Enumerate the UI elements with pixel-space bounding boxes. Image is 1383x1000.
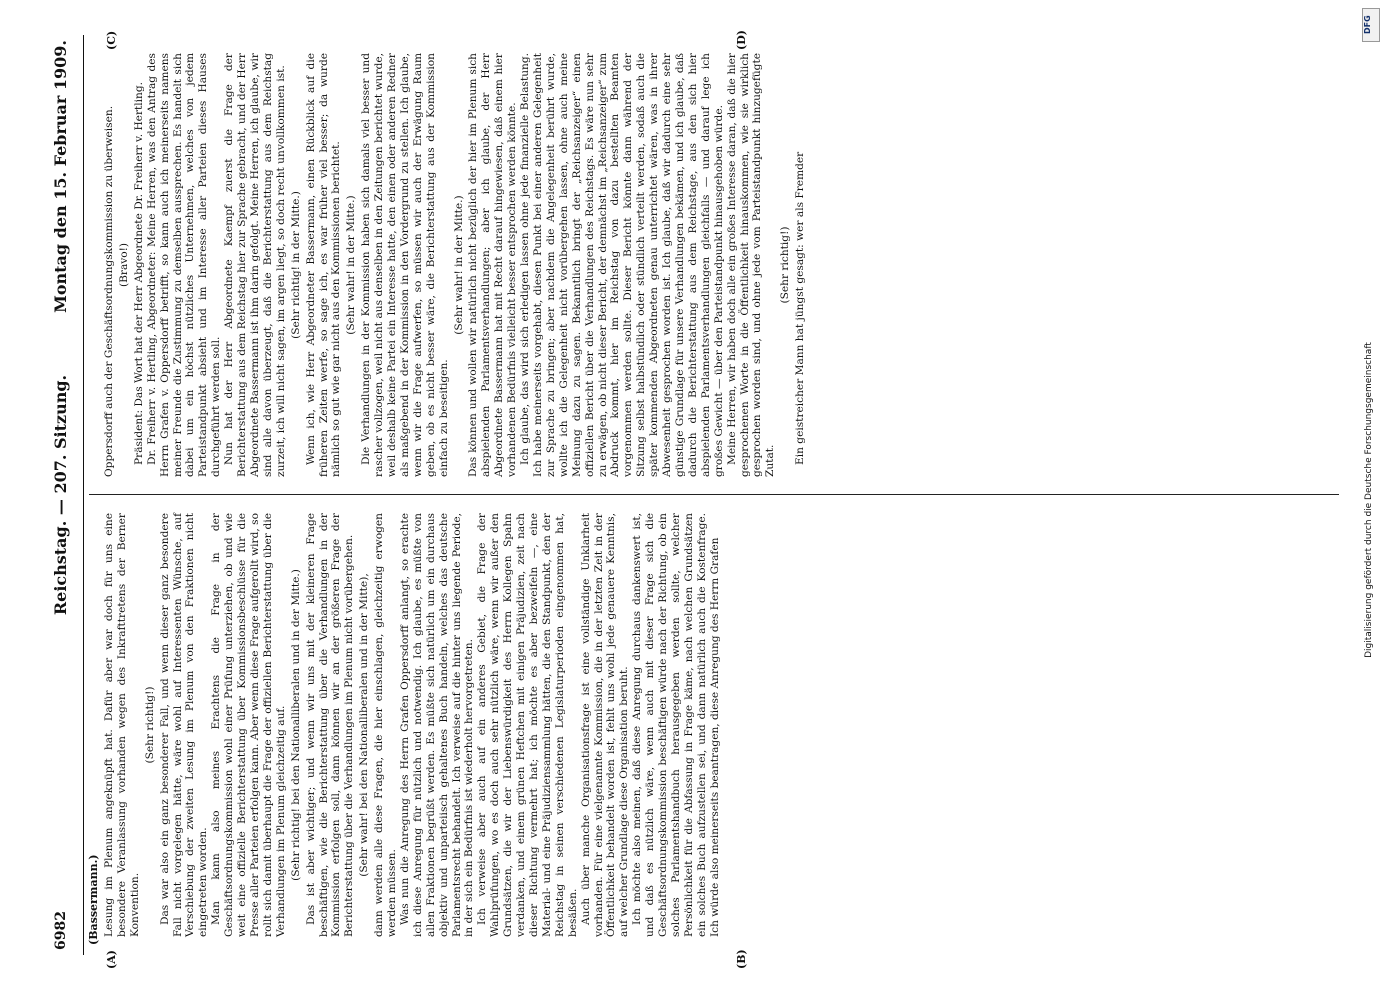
margin-mark-a: (A)	[105, 950, 118, 969]
page-date: Montag den 15. Februar 1909.	[51, 40, 70, 313]
paragraph: Ein geistreicher Mann hat jüngst gesagt: wer als Fremder	[794, 151, 807, 465]
interjection: (Sehr wahr! bei den Nationalliberalen und in der Mitte),	[358, 573, 371, 877]
interjection: (Bravo!)	[117, 242, 130, 288]
paragraph: Das können und wollen wir natürlich nicht bezüglich der hier im Plenum sich abspielenden Parlamentsverhandlungen; aber ich glaube, der Herr Abgeordnete Bassermann hat mit Recht darauf hingewiesen, daß einem hier vorhandenen Bedürfnis vielleicht besser entsprochen werden könnte.	[467, 53, 519, 477]
paragraph: Wenn ich, wie Herr Abgeordneter Bassermann, einen Rückblick auf die früheren Zeiten werfe, so sage ich, es war früher viel besser; da wurde nämlich so gut wie gar nicht aus den Kommissionen berichtet.	[304, 53, 343, 477]
paragraph: Ich verweise aber auch auf ein anderes Gebiet, die Frage der Wahlprüfungen, wo es doch auch sehr nützlich wäre, wenn wir außer den Grundsätzen, die wir der Liebenswürdigkeit des Herrn Kollegen Spahn verdanken, und einem grünen Heftchen mit einigen Präjudizien, zeit nach dieser Richtung vermehrt hat; ich möchte es aber bezweifeln —, eine Material- und eine Präjudiziensammlung hätten, die den Standpunkt, den der Reichstag in seinen verschiedenen Legislaturperioden eingenommen hat, besäßen.	[476, 513, 579, 937]
paragraph: Was nun die Anregung des Herrn Grafen Oppersdorff anlangt, so erachte ich diese Anregung für nützlich und notwendig. Ich glaube, es müßte von allen Fraktionen begrüßt werden. Es müßte sich natürlich um ein durchaus objektiv und unparteiisch gehaltenes Buch handeln, welches das deutsche Parlamentsrecht behandelt. Ich verweise auf die hinter uns liegende Periode, in der sich ein Bedürfnis ist wiederholt hervorgetreten.	[398, 513, 476, 937]
paragraph: Dr. Freiherr v. Hertling, Abgeordneter: Meine Herren, was den Antrag des Herrn Grafen v. Oppersdorff betrifft, so kann auch ich meinerseits namens meiner Freunde die Zustimmung zu demselben aussprechen. Es handelt sich dabei um ein höchst nützliches Unternehmen, welches von jedem Parteistandpunkt absieht und im Interesse aller Parteien dieses Hauses durchgeführt werden soll.	[145, 53, 223, 477]
page-header	[45, 35, 85, 955]
right-column	[103, 53, 807, 477]
margin-mark-d: (D)	[735, 30, 748, 50]
interjection: (Sehr richtig!)	[143, 686, 156, 764]
paragraph: Nun hat der Herr Abgeordnete Kaempf zuerst die Frage der Berichterstattung aus dem Reichstag hier zur Sprache gebracht, und der Herr Abgeordnete Bassermann ist ihm darin gefolgt. Meine Herren, ich glaube, wir sind alle davon überzeugt, daß die Berichterstattung aus dem Reichstag zurzeit, ich will nicht sagen, im argen liegt, so doch recht unvollkommen ist.	[223, 53, 287, 477]
page-title: Reichstag. — 207. Sitzung.	[51, 374, 70, 616]
paragraph: dann werden alle diese Fragen, die hier einschlagen, gleichzeitig erwogen werden müssen.	[373, 513, 399, 937]
paragraph: Lesung im Plenum angeknüpft hat. Dafür aber war doch für uns eine besondere Veranlassung vorhanden wegen des Inkrafttretens der Berner Konvention.	[103, 513, 141, 937]
paragraph: Auch über manche Organisationsfrage ist eine vollständige Unklarheit vorhanden. Für eine vielgenannte Kommission, die in der letzten Zeit in der Öffentlichkeit behandelt worden ist, fehlt uns wohl jede genauere Kenntnis, auf welcher Grundlage diese Organisation beruht.	[579, 513, 631, 937]
header-rule	[83, 35, 84, 955]
margin-mark-b: (B)	[735, 949, 748, 969]
column-divider	[89, 494, 1339, 495]
paragraph: Präsident: Das Wort hat der Herr Abgeordnete Dr. Freiherr v. Hertling.	[132, 81, 145, 465]
paragraph: Das war also ein ganz besonderer Fall, und wenn dieser ganz besondere Fall nicht vorgelegen hätte, wäre wohl auf Interessenten Wünsche, auf Verschiebung der zweiten Lesung im Plenum von den Fraktionen nicht eingetreten worden.	[158, 513, 210, 937]
paragraph: Man kann also meines Erachtens die Frage in der Geschäftsordnungskommission wohl einer Prüfung unterziehen, ob und wie weit eine offizielle Berichterstattung über Kommissionsbeschlüsse für die Presse aller Parteien erfolgen kann. Aber wenn diese Frage aufgerollt wird, so rollt sich damit überhaupt die Frage der offiziellen Berichterstattung über die Verhandlungen im Plenum gleichzeitig auf.	[210, 513, 287, 937]
interjection: (Sehr richtig! in der Mitte.)	[289, 191, 302, 339]
rotated-page	[45, 30, 1345, 969]
dfg-logo-badge: DFG	[1362, 8, 1380, 42]
speaker-tag: (Bassermann.)	[87, 854, 100, 945]
paragraph: Oppersdorff auch der Geschäftsordnungskommission zu überweisen.	[103, 105, 115, 477]
interjection: (Sehr richtig! bei den Nationalliberalen und in der Mitte.)	[289, 569, 302, 881]
interjection: (Sehr richtig!)	[779, 226, 792, 304]
interjection: (Sehr wahr! in der Mitte.)	[345, 195, 358, 335]
left-column	[103, 513, 722, 937]
margin-mark-c: (C)	[105, 30, 118, 50]
interjection: (Sehr wahr! in der Mitte.)	[452, 195, 465, 335]
paragraph: Ich glaube, das wird sich erledigen lassen ohne jede finanzielle Belastung. Ich habe meinerseits vorgehabt, diesen Punkt bei einer anderen Gelegenheit zur Sprache zu bringen; aber nachdem die Angelegenheit berührt wurde, wollte ich die Gelegenheit nicht vorübergehen lassen, ohne auch meine Meinung dazu zu sagen. Bekanntlich bringt der „Reichsanzeiger“ einen offiziellen Bericht über die Verhandlungen des Reichstags. Es wäre nun sehr zu erwägen, ob nicht dieser Bericht, der demnächst im „Reichsanzeiger“ zum Abdruck kommt, hier im Reichstag von dazu bestellten Beamten vorgenommen werden sollte. Dieser Bericht könnte dann während der Sitzung selbst halbstündlich oder stündlich verteilt werden, sodaß auch die später kommenden Abgeordneten genau unterrichtet wären, was in ihrer Abwesenheit gesprochen worden ist. Ich glaube, daß wir dadurch eine sehr günstige Grundlage für unsere Verhandlungen bekämen, und ich glaube, daß dadurch die Berichterstattung aus dem Reichstage, aus den sich hier abspielenden Parlamentsverhandlungen gleichfalls — und darauf lege ich großes Gewicht — über den Parteistandpunkt hinausgehoben würde.	[519, 53, 725, 477]
paragraph: Das ist aber wichtiger; und wenn wir uns mit der kleineren Frage beschäftigen, wie die Berichterstattung über die Verhandlungen in der Kommission erfolgen soll, dann können wir an der größeren Frage der Berichterstattung über die Verhandlungen im Plenum nicht vorübergehen.	[304, 513, 356, 937]
paragraph: Ich möchte also meinen, daß diese Anregung durchaus dankenswert ist, und daß es nützlich wäre, wenn auch mit dieser Frage sich die Geschäftsordnungskommission beschäftigen würde nach der Richtung, ob ein solches Parlamentshandbuch herausgegeben werden sollte, welcher Persönlichkeit für die Abfassung in Frage käme, nach welchen Grundsätzen ein solches Buch aufzustellen sei, und dann natürlich auch die Kostenfrage. Ich würde also meinerseits beantragen, diese Anregung des Herrn Grafen	[631, 513, 721, 937]
page-number: 6982	[53, 911, 69, 950]
paragraph: Meine Herren, wir haben doch alle ein großes Interesse daran, daß die hier gesprochenen Worte in die Öffentlichkeit hinauskommen, wie sie wirklich gesprochen worden sind, und ohne jede vom Parteistandpunkt hinzugefügte Zutat.	[725, 53, 777, 477]
digitization-credit: Digitalisierung gefördert durch die Deutsche Forschungsgemeinschaft	[1364, 342, 1374, 658]
paragraph: Die Verhandlungen in der Kommission haben sich damals viel besser und rascher vollzogen, weil nicht aus denselben in den Zeitungen berichtet wurde, weil deshalb keine Partei ein Interesse hatte, den einen oder anderen Redner als maßgebend in der Kommission in den Vordergrund zu stellen. Ich glaube, wenn wir die Frage aufwerfen, so müssen wir auch der Erwägung Raum geben, ob es nicht besser wäre, die Berichterstattung aus der Kommission einfach zu beseitigen.	[360, 53, 450, 477]
